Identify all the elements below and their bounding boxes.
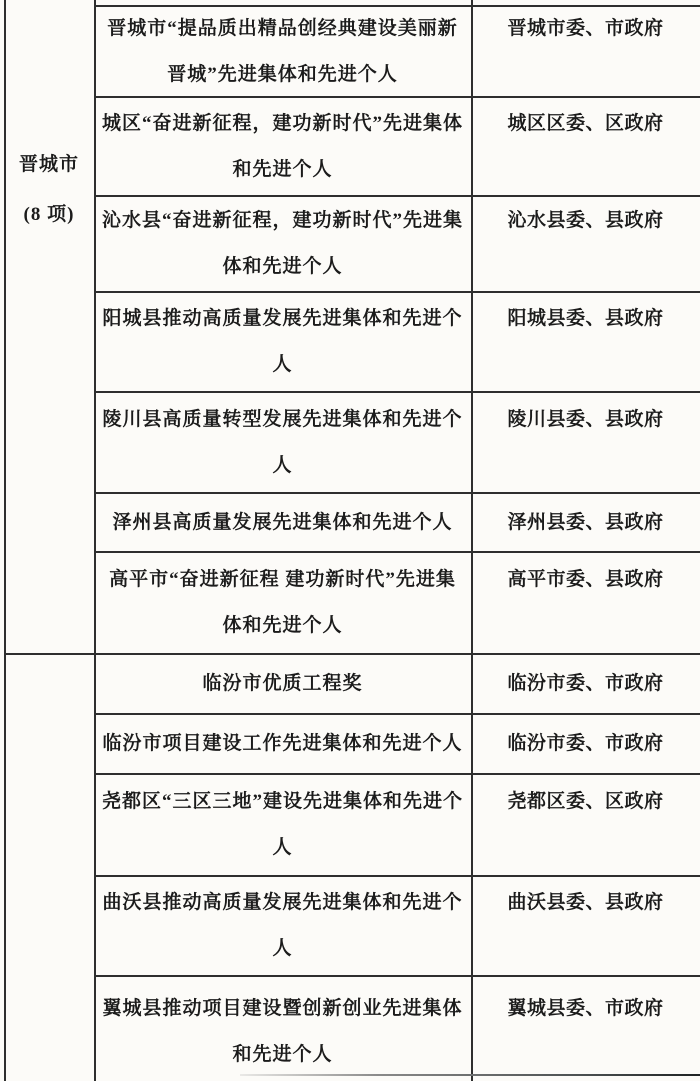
project-name-cell xyxy=(94,293,471,391)
project-name-text: 高平市“奋进新征程 建功新时代”先进集 xyxy=(109,569,456,590)
project-name-text: 尧都区“三区三地”建设先进集体和先进个 xyxy=(101,791,463,812)
project-name-text: 阳城县推动高质量发展先进集体和先进个 xyxy=(102,308,463,329)
approving-authority-text: 泽州县委、县政府 xyxy=(507,511,664,533)
project-name-text: 晋城市“提品质出精品创经典建设美丽新 xyxy=(107,17,458,39)
project-name-cell xyxy=(94,655,471,713)
table-row xyxy=(94,655,700,715)
approving-authority-cell xyxy=(471,98,700,195)
approving-authority-text: 高平市委、县政府 xyxy=(507,569,664,590)
approving-authority-cell xyxy=(471,877,700,975)
project-name-text: 晋城”先进集体和先进个人 xyxy=(167,63,398,85)
page-cutoff-bottom-line xyxy=(240,1074,700,1076)
project-name-text: 和先进个人 xyxy=(232,158,333,180)
project-name-cell xyxy=(94,98,471,195)
approving-authority-text: 临汾市委、市政府 xyxy=(507,673,664,694)
project-name-cell xyxy=(94,553,471,653)
table-row xyxy=(94,98,700,197)
approving-authority-cell xyxy=(471,293,700,391)
approving-authority-text: 临汾市委、市政府 xyxy=(507,733,664,754)
project-name-text: 泽州县高质量发展先进集体和先进个人 xyxy=(112,511,453,533)
project-name-text: 曲沃县推动高质量发展先进集体和先进个 xyxy=(102,892,463,913)
project-name-cell xyxy=(94,393,471,492)
project-name-text: 人 xyxy=(272,354,293,375)
approving-authority-cell xyxy=(471,393,700,492)
project-name-text: 沁水县“奋进新征程，建功新时代”先进集 xyxy=(101,210,463,231)
project-name-cell xyxy=(94,7,471,96)
table-column-divider-group xyxy=(94,0,96,1081)
table-column-divider-authority xyxy=(471,0,473,1081)
project-name-text: 陵川县高质量转型发展先进集体和先进个 xyxy=(102,408,463,430)
table-row xyxy=(94,494,700,553)
approving-authority-cell xyxy=(471,197,700,291)
project-name-cell xyxy=(94,715,471,773)
project-name-text: 和先进个人 xyxy=(232,1044,333,1065)
table-row xyxy=(94,775,700,877)
table-row xyxy=(94,197,700,293)
approving-authority-text: 沁水县委、县政府 xyxy=(507,210,664,231)
project-name-text: 临汾市优质工程奖 xyxy=(202,673,363,694)
approving-authority-text: 翼城县委、市政府 xyxy=(507,998,664,1019)
approving-authority-text: 曲沃县委、县政府 xyxy=(507,892,664,913)
table-row xyxy=(94,877,700,977)
table-row xyxy=(94,715,700,775)
table-row xyxy=(94,393,700,494)
group-section-divider xyxy=(4,653,96,655)
approving-authority-text: 晋城市委、市政府 xyxy=(507,17,664,39)
project-name-text: 人 xyxy=(272,837,293,858)
approving-authority-cell xyxy=(471,977,700,1081)
project-name-cell xyxy=(94,197,471,291)
group-city-name: 晋城市 xyxy=(18,154,79,175)
project-name-cell xyxy=(94,877,471,975)
project-name-cell xyxy=(94,494,471,551)
project-name-text: 体和先进个人 xyxy=(222,256,343,277)
approving-authority-text: 陵川县委、县政府 xyxy=(507,408,664,430)
table-row xyxy=(94,553,700,655)
approving-authority-cell xyxy=(471,715,700,773)
approving-authority-cell xyxy=(471,775,700,875)
table-row xyxy=(94,977,700,1081)
project-name-cell xyxy=(94,775,471,875)
project-name-text: 翼城县推动项目建设暨创新创业先进集体 xyxy=(102,998,463,1019)
awards-table xyxy=(94,5,700,1081)
approving-authority-text: 尧都区委、区政府 xyxy=(507,791,664,812)
row-group-label-jincheng xyxy=(4,140,94,240)
project-name-text: 体和先进个人 xyxy=(222,615,343,636)
table-row xyxy=(94,5,700,98)
project-name-cell xyxy=(94,977,471,1081)
table-row xyxy=(94,293,700,393)
approving-authority-cell xyxy=(471,655,700,713)
approving-authority-cell xyxy=(471,494,700,551)
project-name-text: 城区“奋进新征程，建功新时代”先进集体 xyxy=(101,112,463,134)
approving-authority-cell xyxy=(471,7,700,96)
project-name-text: 人 xyxy=(272,938,293,959)
approving-authority-cell xyxy=(471,553,700,653)
approving-authority-text: 阳城县委、县政府 xyxy=(507,308,664,329)
project-name-text: 人 xyxy=(272,454,293,476)
project-name-text: 临汾市项目建设工作先进集体和先进个人 xyxy=(102,733,463,754)
group-item-count: (8 项) xyxy=(23,204,75,225)
table-outer-left-border xyxy=(4,0,6,1081)
approving-authority-text: 城区区委、区政府 xyxy=(507,112,664,134)
